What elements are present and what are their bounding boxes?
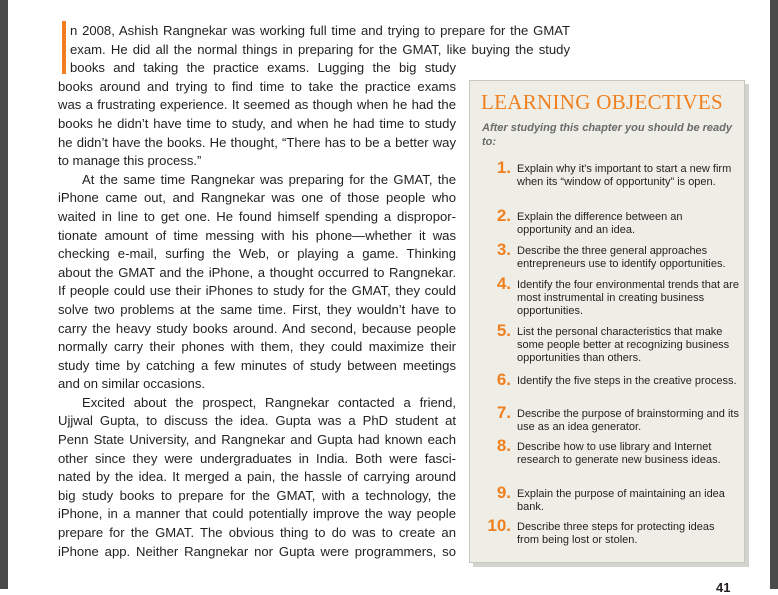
body-line: he didn’t have the books. He thought, “There has to be a better way — [58, 134, 456, 150]
objective-number: 4. — [496, 274, 511, 293]
body-line: Ujjwal Gupta, to discuss the idea. Gupta was a PhD student at — [58, 413, 456, 429]
body-line: If people could use their iPhones to study for the GMAT, they could — [58, 283, 456, 299]
opening-paragraph-lead — [58, 22, 570, 78]
objective-number: 7. — [496, 403, 511, 422]
objective-text: Explain the purpose of maintaining an idea bank. — [517, 488, 725, 513]
objective-number: 8. — [496, 436, 511, 455]
page-number: 41 — [716, 580, 731, 595]
objective-number: 6. — [496, 370, 511, 389]
objective-text: List the personal characteristics that make some people better at recognizing business opportunities than others. — [517, 326, 730, 364]
objective-number: 2. — [496, 206, 511, 225]
body-line: Excited about the prospect, Rangnekar contacted a friend, — [82, 394, 456, 410]
body-line: waited in line to get one. He found himself spending a dispropor- — [58, 208, 456, 224]
body-line: big study books to prepare for the GMAT, with a technology, the — [58, 487, 456, 503]
body-line: carry the heavy study books around. And second, because people — [58, 320, 456, 336]
body-line: checking e-mail, surfing the Web, or playing a game. Thinking — [58, 246, 456, 262]
objective-number: 1. — [496, 158, 511, 177]
objective-text: Describe three steps for protecting ideas from being lost or stolen. — [517, 521, 715, 546]
body-line: normally carry their phones with them, they could maximize their — [58, 339, 456, 355]
body-line: iPhone app. Neither Rangnekar nor Gupta were programmers, so — [58, 543, 456, 559]
learning-objectives-intro: After studying this chapter you should be ready to: — [482, 122, 732, 148]
body-line: books and taking the practice exams. Lugging the big study — [70, 60, 456, 76]
objective-number: 5. — [496, 321, 511, 340]
objective-text: Identify the four environmental trends that are most instrumental in creating business opportunities. — [517, 279, 739, 317]
body-line: Penn State University, and Rangnekar and Gupta had known each — [58, 432, 456, 448]
body-line: tionate amount of time messing with his phone—whether it was — [58, 227, 456, 243]
body-line: prepare for the GMAT. The obvious thing to do was to create an — [58, 525, 456, 541]
body-line: At the same time Rangnekar was preparing for the GMAT, the — [82, 171, 456, 187]
body-line: other since they were undergraduates in India. Both were fasci- — [58, 450, 456, 466]
objective-text: Explain why it's important to start a new firm when its “window of opportunity” is open. — [517, 163, 732, 188]
body-line: iPhone, in a manner that could potentially improve the way people — [58, 506, 456, 522]
page-left-edge — [0, 0, 8, 589]
objective-text: Describe the purpose of brainstorming and its use as an idea generator. — [517, 408, 739, 433]
objective-text: Describe how to use library and Internet research to generate new business ideas. — [517, 441, 721, 466]
learning-objectives-title: LEARNING OBJECTIVES — [481, 90, 723, 114]
body-line: nated by the idea. It merged a pain, the hassle of carrying around — [58, 469, 456, 485]
objective-number: 9. — [496, 483, 511, 502]
body-line: iPhone came out, and Rangnekar was one of those people who — [58, 190, 456, 206]
body-line: exam. He did all the normal things in preparing for the GMAT, like buying the study — [70, 41, 570, 57]
page-right-edge — [770, 0, 778, 589]
objective-text: Identify the five steps in the creative process. — [517, 375, 737, 387]
body-line: to manage this process.” — [58, 153, 202, 169]
body-line: was a frustrating experience. It seemed as though when he had the — [58, 97, 456, 113]
body-line: and on similar occasions. — [58, 376, 206, 392]
body-line: solve two problems at the same time. First, they wouldn’t have to — [58, 301, 456, 317]
body-line: n 2008, Ashish Rangnekar was working full time and trying to prepare for the GMAT — [70, 23, 570, 38]
body-line: about the GMAT and the iPhone, a thought occurred to Rangnekar. — [58, 264, 456, 280]
objective-number: 3. — [496, 240, 511, 259]
body-line: books he didn’t have time to study, and when he had time to study — [58, 115, 456, 131]
objective-number: 10. — [487, 516, 511, 535]
learning-objectives-box — [469, 80, 745, 563]
objective-text: Explain the difference between an opportunity and an idea. — [517, 211, 683, 236]
body-line: study time by catching a few minutes of study between meetings — [58, 357, 456, 373]
objective-text: Describe the three general approaches entrepreneurs use to identify opportunities. — [517, 245, 726, 270]
body-line: books around and trying to find time to take the practice exams — [58, 78, 456, 94]
